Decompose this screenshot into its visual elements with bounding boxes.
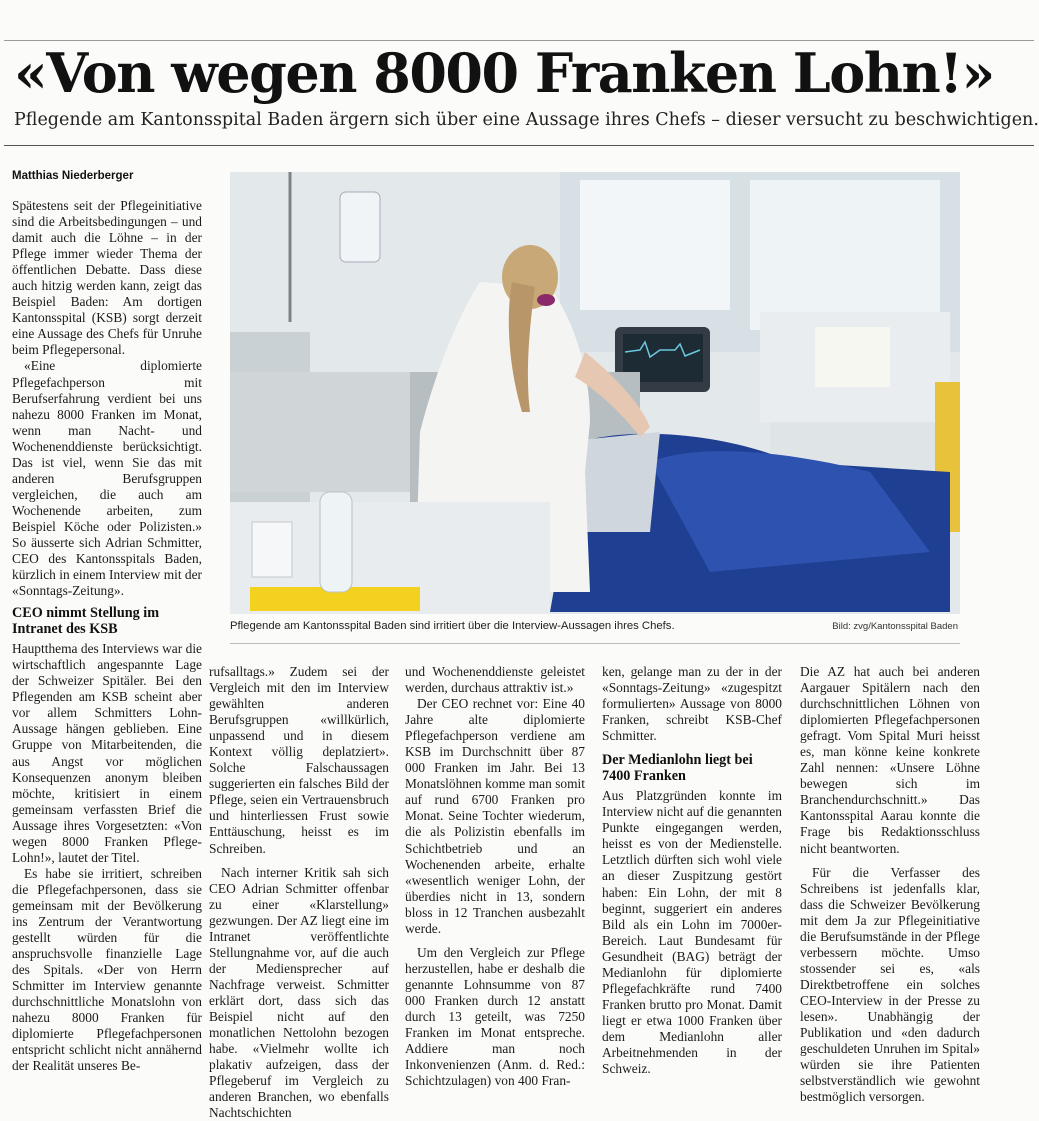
- section-heading: Der Medianlohn liegt bei 7400 Franken: [602, 752, 753, 785]
- paragraph: Für die Verfasser des Schreibens ist jedenfalls klar, dass die Schweizer Bevölkerung mit dem Ja zur Pflegeinitiative die Berufsumstände in der Pflege verbessern möchte. Umso stossender sei es, «als Direktbetroffene ein solches CEO-Interview in der Presse zu lesen». Unabhängig der Publikation und «den dadurch geschuldeten Unruhen im Spital» würden sie ihre Patienten selbstverständlich wie gewohnt bestmöglich versorgen.: [800, 864, 980, 1105]
- paragraph: Nach interner Kritik sah sich CEO Adrian Schmitter offenbar zu einer «Klarstellung» gezwungen. Der AZ liegt eine im Intranet veröffentlichte Stellungnahme vor, auf die auch der Mediensprecher auf Nachfrage verweist. Schmitter erklärt dort, dass sich das Beispiel nicht auf den monatlichen Nettolohn bezogen habe. «Vielmehr wollte ich plakativ aufzeigen, dass der Pflegeberuf im Vergleich zu anderen Branchen, wo ebenfalls Nachtschichten: [209, 864, 389, 1121]
- article-column-5: [800, 664, 980, 1105]
- headline-rule: [4, 145, 1034, 146]
- caption-rule: [230, 643, 960, 644]
- article-column-4: [602, 664, 782, 1077]
- paragraph: Hauptthema des Interviews war die wirtschaftlich angespannte Lage der Schweizer Spitäler. Bei den Pflegenden am KSB scheint aber vor allem Schmitters Lohn-Aussage hängen geblieben. Eine Gruppe von Mitarbeitenden, die aus Angst vor möglichen Konsequenzen anonym bleiben möchte, kritisiert in einem gemeinsam verfassten Brief die Aussage ihres Vorgesetzten: «Von wegen 8000 Franken Pflege-Lohn!», lautet der Titel.: [12, 641, 202, 865]
- paragraph: ken, gelange man zu der in der «Sonntags-Zeitung» «zugespitzt formulierten» Aussage von 8000 Franken, schreibt KSB-Chef Schmitter.: [602, 664, 782, 744]
- paragraph: «Eine diplomierte Pflegefachperson mit Berufserfahrung verdient bei uns nahezu 8000 Franken im Monat, wenn man Nacht- und Wochenenddienste berücksichtigt. Das ist viel, wenn Sie das mit anderen Berufsgruppen vergleichen, die auch am Wochenende arbeiten, zum Beispiel Köche oder Polizisten.» So äusserte sich Adrian Schmitter, CEO des Kantonsspitals Baden, kürzlich in einem Interview mit der «Sonntags-Zeitung».: [12, 358, 203, 599]
- paragraph: Es habe sie irritiert, schreiben die Pflegefachpersonen, dass sie gemeinsam mit der Bevölkerung ins Zentrum der Verantwortung gestellt würden für die anspruchsvolle finanzielle Lage des Spitals. «Der von Herrn Schmitter im Interview genannte durchschnittliche Monatslohn von nahezu 8000 Franken für diplomierte Pflegefachpersonen entspricht schlicht nicht annähernd der Realität unseres Be-: [12, 865, 202, 1074]
- article-column-2: [209, 664, 389, 1121]
- photo-credit: Bild: zvg/Kantonsspital Baden: [832, 621, 958, 632]
- nurse-icu-image: [230, 172, 960, 614]
- paragraph: rufsalltags.» Zudem sei der Vergleich mit den im Interview gewählten anderen Berufsgruppen «willkürlich, unpassend und in diesem Kontext völlig deplatziert». Solche Falschaussagen suggerierten ein falsches Bild der Pflege, seien ein Vertrauensbruch und hinterliessen Frust sowie Enttäuschung, heisst es im Schreiben.: [209, 664, 389, 856]
- paragraph: Spätestens seit der Pflegeinitiative sind die Arbeitsbedingungen – und damit auch die Löhne – in der Pflege immer wieder Thema der öffentlichen Debatte. Dass diese auch hitzig werden kann, zeigt das Beispiel Baden: Am dortigen Kantonsspital (KSB) sorgt derzeit eine Aussage des Chefs für Unruhe beim Pflegepersonal.: [12, 198, 202, 358]
- headline: «Von wegen 8000 Franken Lohn!»: [14, 41, 994, 105]
- paragraph: Der CEO rechnet vor: Eine 40 Jahre alte diplomierte Pflegefachperson verdiene am KSB im Durchschnitt über 87 000 Franken im Jahr. Bei 13 Monatslöhnen komme man somit auf rund 6700 Franken pro Monat. Seine Tochter wiederum, die als Polizistin ebenfalls im Schichtbetrieb und an Wochenenden arbeite, erhalte «wesentlich weniger Lohn, der überdies nicht in 13, sondern bloss in 12 Tranchen ausbezahlt werde.: [405, 696, 585, 936]
- section-heading: CEO nimmt Stellung im Intranet des KSB: [12, 605, 160, 638]
- paragraph: Aus Platzgründen konnte im Interview nicht auf die genannten Punkte eingegangen werden, heisst es von der Medienstelle. Letztlich dürften sich wohl viele an dieser Zuspitzung gestört haben: Ein Lohn, der mit 8 beginnt, suggeriert ein anderes Bild als ein Lohn im 7000er-Bereich. Laut Bundesamt für Gesundheit (BAG) beträgt der Medianlohn für diplomierte Pflegefachkräfte rund 7400 Franken brutto pro Monat. Damit liegt er etwa 1000 Franken über dem Medianlohn aller Arbeitnehmenden in der Schweiz.: [602, 788, 782, 1077]
- article-column-3: [405, 664, 585, 1089]
- paragraph: Die AZ hat auch bei anderen Aargauer Spitälern nach den durchschnittlichen Löhnen von diplomierten Pflegefachpersonen gefragt. Vom Spital Muri heisst es, man könne keine konkrete Zahl nennen: «Unsere Löhne bewegen sich im Branchendurchschnitt.» Das Kantonsspital Aarau konnte die Frage bis Redaktionsschluss nicht beantworten.: [800, 664, 980, 856]
- article-column-1: [12, 198, 202, 1074]
- paragraph: und Wochenenddienste geleistet werden, durchaus attraktiv ist.»: [405, 664, 585, 696]
- photo-caption: Pflegende am Kantonsspital Baden sind irritiert über die Interview-Aussagen ihres Chefs.: [230, 620, 675, 632]
- author-byline: Matthias Niederberger: [12, 170, 134, 182]
- hospital-photo: [230, 172, 960, 614]
- subheadline: Pflegende am Kantonsspital Baden ärgern sich über eine Aussage ihres Chefs – dieser versucht zu beschwichtigen.: [14, 110, 1039, 130]
- paragraph: Um den Vergleich zur Pflege herzustellen, habe er deshalb die genannte Lohnsumme von 87 000 Franken durch 12 anstatt durch 13 geteilt, was 7250 Franken im Monat entspreche. Addiere man noch Inkonvenienzen (Anm. d. Red.: Schichtzulagen) von 400 Fran-: [405, 944, 585, 1089]
